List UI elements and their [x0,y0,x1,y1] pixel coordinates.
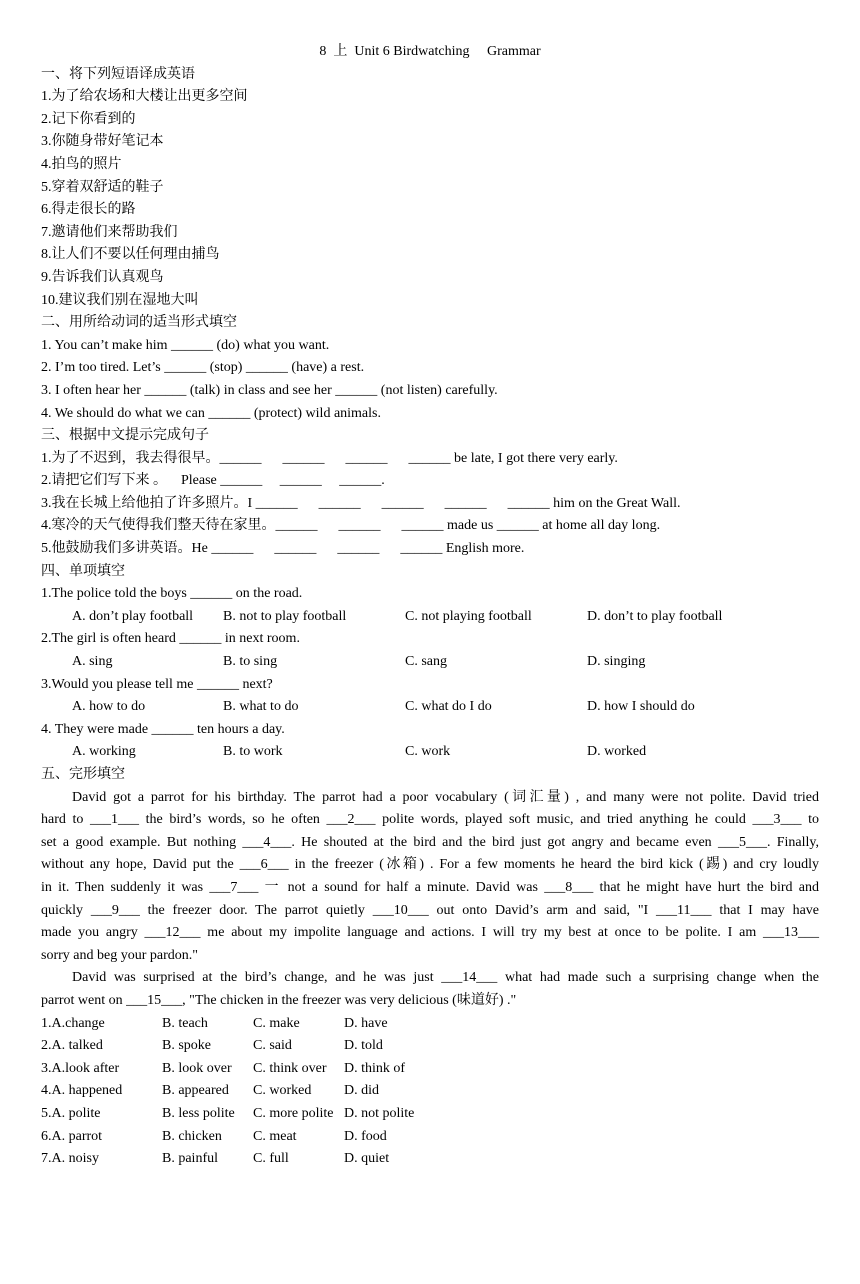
list-item: 4.拍鸟的照片 [41,156,122,172]
choice-a: 3.A.look after [41,1060,120,1076]
choice-b: B. less polite [162,1105,235,1121]
section1-heading: 一、将下列短语译成英语 [41,66,195,82]
option-a: A. working [72,744,136,760]
choice-row [41,1058,819,1081]
option-d: D. don’t to play football [587,608,723,624]
list-item: 9.告诉我们认真观鸟 [41,269,164,285]
choice-b: B. look over [162,1060,232,1076]
choice-a: 5.A. polite [41,1105,101,1121]
choice-b: B. painful [162,1151,218,1167]
list-item: 6.得走很长的路 [41,202,136,218]
list-item: 1. You can’t make him ______ (do) what you want. [41,337,330,353]
list-item: 1.为了给农场和大楼让出更多空间 [41,89,248,105]
passage-line: in it. Then suddenly it was ___7___ 一 not a sound for half a minute. David was ___8___ that he might have hurt the bird and [41,879,819,895]
option-c: C. sang [405,654,447,670]
list-item: 3. I often hear her ______ (talk) in class and see her ______ (not listen) carefully. [41,382,498,398]
section2-heading: 二、用所给动词的适当形式填空 [41,315,237,331]
list-item: 4.寒冷的天气使得我们整天待在家里。______ ______ ______ made us ______ at home all day long. [41,518,661,534]
option-b: B. what to do [223,699,299,715]
choice-d: D. have [344,1015,388,1031]
cloze-passage [41,787,819,1013]
choice-a: 1.A.change [41,1015,105,1031]
section5-heading: 五、完形填空 [41,767,125,782]
option-b: B. to work [223,744,283,760]
list-item: 5.他鼓励我们多讲英语。He ______ ______ ______ ______ English more. [41,541,525,557]
question-stem: 2.The girl is often heard ______ in next room. [41,631,300,647]
question-stem: 3.Would you please tell me ______ next? [41,676,273,692]
choice-a: 4.A. happened [41,1083,123,1099]
option-c: C. work [405,744,451,760]
choice-d: D. think of [344,1060,406,1076]
passage-line: David got a parrot for his birthday. The parrot had a poor vocabulary (词汇量) , and many were not polite. David tried [72,789,819,805]
choice-c: C. meat [253,1128,297,1144]
choice-d: D. told [344,1038,383,1054]
passage-line: parrot went on ___15___, "The chicken in the freezer was very delicious (味道好) ." [41,992,517,1008]
choice-row [41,1126,819,1149]
list-item: 1.为了不迟到，我去得很早。______ ______ ______ ______ be late, I got there very early. [41,450,618,466]
choice-d: D. not polite [344,1105,415,1121]
list-item: 3.我在长城上给他拍了许多照片。I ______ ______ ______ ______ ______ him on the Great Wall. [41,495,681,511]
cloze-choices [41,1013,819,1171]
passage-line: David was surprised at the bird’s change, and he was just ___14___ what had made such a surprising change when the [72,970,819,986]
question-stem: 1.The police told the boys ______ on the road. [41,586,303,602]
option-c: C. what do I do [405,699,492,715]
list-item: 8.让人们不要以任何理由捕鸟 [41,247,220,263]
choice-row [41,1035,819,1058]
option-d: D. singing [587,654,646,670]
passage-line: quickly ___9___ the freezer door. The parrot quietly ___10___ out onto David’s arm and said, "I ___11___ that I may have [41,902,819,918]
list-item: 2.请把它们写下来 。 Please ______ ______ ______. [41,473,385,489]
option-d: D. worked [587,744,647,760]
list-item: 2. I’m too tired. Let’s ______ (stop) ______ (have) a rest. [41,360,365,376]
question-options [41,696,819,719]
list-item: 2.记下你看到的 [41,111,136,127]
choice-row [41,1080,819,1103]
passage-line: without any hope, David put the ___6___ in the freezer (冰箱) . For a few moments he heard the bird kick (踢) and cry loudly [41,857,819,873]
choice-d: D. food [344,1128,387,1144]
choice-row [41,1013,819,1036]
choice-b: B. spoke [162,1038,211,1054]
choice-b: B. appeared [162,1083,229,1099]
choice-c: C. make [253,1015,300,1031]
choice-c: C. full [253,1151,289,1167]
list-item: 3.你随身带好笔记本 [41,134,164,150]
option-a: A. how to do [72,699,146,715]
question-options [41,606,819,629]
passage-line: set a good example. But nothing ___4___. He shouted at the bird and the bird just got angry and became even ___5___. Finally, [41,834,819,850]
choice-b: B. teach [162,1015,208,1031]
option-d: D. how I should do [587,699,695,715]
list-item: 5.穿着双舒适的鞋子 [41,179,164,195]
choice-c: C. think over [253,1060,327,1076]
page-title: 8 上 Unit 6 Birdwatching Grammar [319,44,541,59]
passage-line: sorry and beg your pardon." [41,947,198,963]
choice-c: C. worked [253,1083,312,1099]
choice-row [41,1148,819,1171]
passage-line: made you angry ___12___ me about my impolite language and actions. I will try my best at once to be polite. I am ___13___ [41,925,819,941]
choice-row [41,1103,819,1126]
list-item: 7.邀请他们来帮助我们 [41,224,178,240]
list-item: 4. We should do what we can ______ (protect) wild animals. [41,405,381,421]
choice-c: C. said [253,1038,292,1054]
section4-heading: 四、单项填空 [41,563,125,579]
choice-c: C. more polite [253,1105,334,1121]
choice-a: 2.A. talked [41,1038,103,1054]
option-a: A. don’t play football [72,608,194,624]
passage-line: hard to ___1___ the bird’s words, so he often ___2___ polite words, played soft music, and tried anything he could ___3___ to [41,812,819,828]
option-b: B. to sing [223,654,278,670]
list-item: 10.建议我们别在湿地大叫 [41,292,199,308]
choice-d: D. did [344,1083,379,1099]
option-b: B. not to play football [223,608,347,624]
choice-a: 6.A. parrot [41,1128,103,1144]
question-stem: 4. They were made ______ ten hours a day. [41,721,285,737]
question-options [41,741,819,764]
worksheet-page [41,41,819,1171]
option-a: A. sing [72,654,113,670]
choice-b: B. chicken [162,1128,222,1144]
option-c: C. not playing football [405,608,532,624]
question-options [41,651,819,674]
section3-heading: 三、根据中文提示完成句子 [41,428,209,444]
choice-a: 7.A. noisy [41,1151,99,1167]
choice-d: D. quiet [344,1151,390,1167]
